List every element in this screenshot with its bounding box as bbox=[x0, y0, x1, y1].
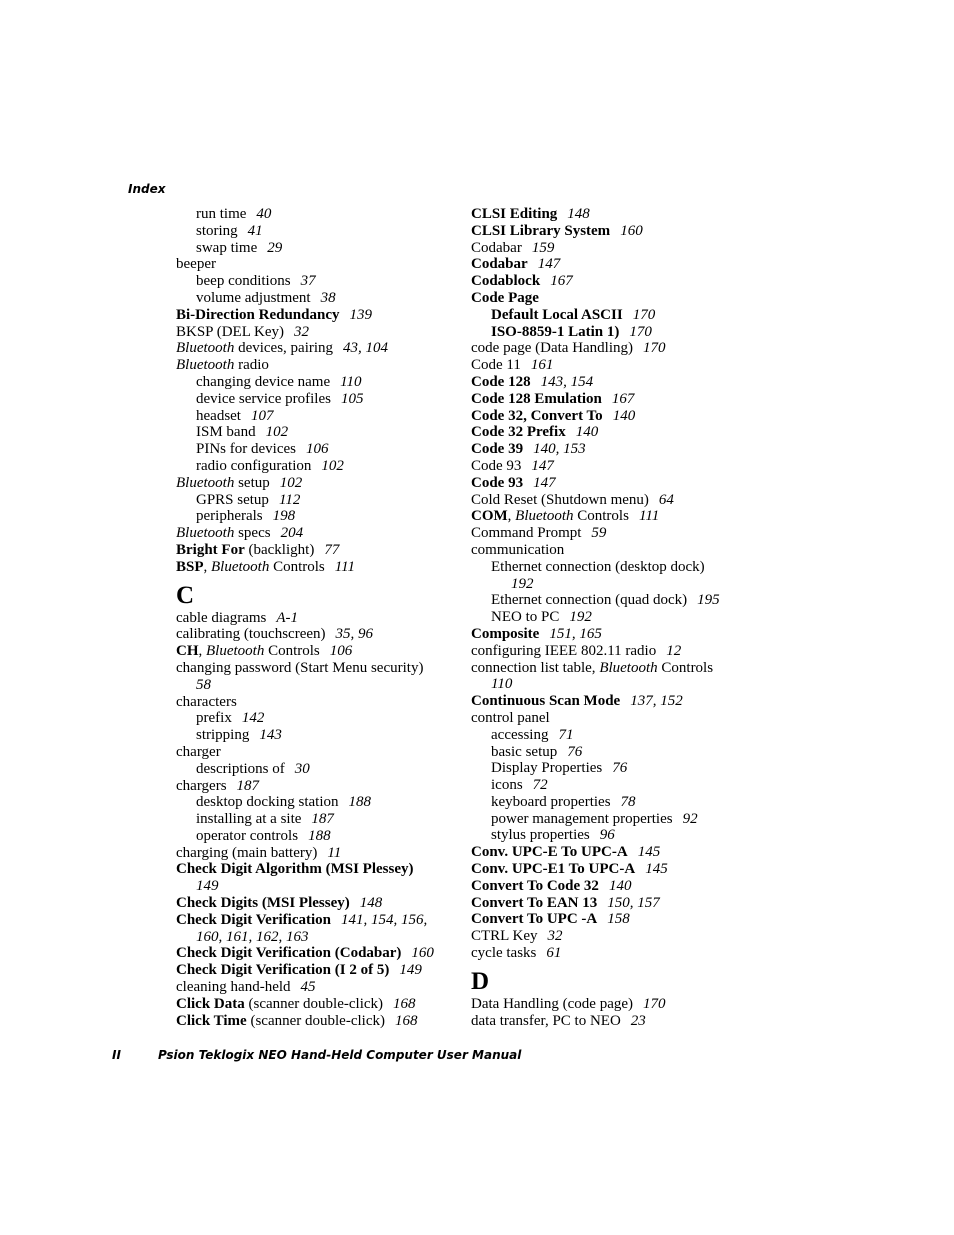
index-page-ref: 102 bbox=[321, 457, 344, 474]
index-subentry bbox=[471, 559, 741, 576]
index-term: peripherals bbox=[196, 508, 263, 525]
index-page-ref: 41 bbox=[247, 222, 263, 239]
index-page-ref: 106 bbox=[305, 441, 329, 458]
running-header: Index bbox=[128, 182, 166, 196]
index-term: storing bbox=[196, 222, 238, 239]
index-entry bbox=[471, 458, 741, 475]
index-term: calibrating (touchscreen) bbox=[176, 626, 326, 643]
index-entry bbox=[471, 273, 741, 290]
index-term: Check Digit Verification bbox=[176, 911, 331, 928]
index-term: Cold Reset (Shutdown menu) bbox=[471, 491, 649, 508]
index-page-ref: 142 bbox=[241, 710, 265, 727]
index-entry bbox=[176, 542, 446, 559]
index-term: Code Page bbox=[471, 289, 539, 306]
index-term: cleaning hand-held bbox=[176, 979, 291, 996]
index-page-ref: 45 bbox=[300, 979, 316, 996]
index-term: swap time bbox=[196, 239, 258, 256]
index-term: communication bbox=[471, 541, 565, 558]
index-page-ref: 30 bbox=[294, 760, 310, 777]
index-page-ref: 111 bbox=[334, 558, 356, 575]
index-term: volume adjustment bbox=[196, 289, 311, 306]
index-page-ref: 139 bbox=[349, 306, 372, 323]
index-entry bbox=[176, 307, 446, 324]
index-page-ref: 23 bbox=[630, 1012, 646, 1029]
index-page-ref: 137, 152 bbox=[630, 693, 683, 710]
index-entry-continuation bbox=[176, 677, 446, 694]
index-subentry bbox=[176, 458, 446, 475]
index-page-ref: 107 bbox=[250, 407, 274, 424]
index-page-ref: 168 bbox=[393, 995, 416, 1012]
index-term: Code 93 bbox=[471, 457, 522, 474]
index-page-ref: 140, 153 bbox=[533, 441, 586, 458]
index-term: Bluetooth bbox=[176, 357, 235, 374]
index-term: Code 32 Prefix bbox=[471, 424, 566, 441]
index-page-ref: 167 bbox=[550, 273, 573, 290]
index-term: Click Data bbox=[176, 995, 245, 1012]
index-term: Check Digit Verification (Codabar) bbox=[176, 945, 402, 962]
index-subentry bbox=[471, 794, 741, 811]
index-subentry bbox=[176, 492, 446, 509]
index-page-ref: 78 bbox=[620, 793, 636, 810]
index-page-ref: 43, 104 bbox=[343, 340, 389, 357]
index-entry bbox=[176, 256, 446, 273]
index-entry bbox=[176, 778, 446, 795]
index-term: chargers bbox=[176, 777, 227, 794]
index-page-ref: 32 bbox=[294, 323, 310, 340]
index-page-ref: 143, 154 bbox=[540, 373, 594, 390]
index-page-ref: 111 bbox=[638, 508, 660, 525]
index-column-left bbox=[176, 206, 446, 1029]
index-page-ref: 188 bbox=[348, 794, 371, 811]
index-entry bbox=[176, 626, 446, 643]
index-entry bbox=[471, 206, 741, 223]
index-term: Controls bbox=[573, 508, 629, 525]
index-subentry bbox=[176, 424, 446, 441]
index-entry bbox=[176, 559, 446, 576]
index-entry bbox=[176, 962, 446, 979]
index-entry bbox=[471, 844, 741, 861]
index-term: setup bbox=[234, 474, 270, 491]
index-term: cycle tasks bbox=[471, 945, 537, 962]
index-term: Convert To Code 32 bbox=[471, 877, 599, 894]
index-page-ref: 187 bbox=[311, 811, 334, 828]
index-page-ref: 168 bbox=[394, 1012, 418, 1029]
index-page-ref: 160 bbox=[620, 222, 643, 239]
index-page-ref: 77 bbox=[324, 541, 340, 558]
index-subentry bbox=[471, 777, 741, 794]
index-entry bbox=[471, 492, 741, 509]
index-entry bbox=[471, 542, 741, 559]
index-term: Code 93 bbox=[471, 474, 524, 491]
index-page-ref: 192 bbox=[511, 575, 534, 592]
index-entry bbox=[471, 391, 741, 408]
index-entry bbox=[471, 475, 741, 492]
index-subentry bbox=[176, 794, 446, 811]
index-term: Check Digits (MSI Plessey) bbox=[176, 895, 350, 912]
index-page-ref: 141, 154, 156, bbox=[341, 911, 428, 928]
index-term: Conv. UPC-E To UPC-A bbox=[471, 844, 628, 861]
index-term: GPRS setup bbox=[196, 491, 269, 508]
index-term: Bluetooth bbox=[176, 525, 235, 542]
index-entry bbox=[176, 996, 446, 1013]
index-page-ref: 145 bbox=[637, 844, 661, 861]
index-page-ref: 102 bbox=[265, 424, 289, 441]
index-page-ref: A-1 bbox=[276, 609, 299, 626]
index-term: Conv. UPC-E1 To UPC-A bbox=[471, 861, 636, 878]
index-term: Bluetooth bbox=[176, 474, 235, 491]
index-page-ref: 32 bbox=[547, 928, 563, 945]
index-term: Convert To UPC -A bbox=[471, 911, 598, 928]
index-entry bbox=[471, 643, 741, 660]
index-subentry bbox=[176, 727, 446, 744]
index-page-ref: 167 bbox=[611, 390, 635, 407]
index-subentry bbox=[471, 307, 741, 324]
index-term: headset bbox=[196, 407, 241, 424]
index-page-ref: 96 bbox=[599, 827, 615, 844]
index-term: code page (Data Handling) bbox=[471, 340, 634, 357]
index-entry bbox=[471, 996, 741, 1013]
index-entry bbox=[176, 525, 446, 542]
index-entry bbox=[471, 525, 741, 542]
index-subentry bbox=[471, 592, 741, 609]
index-term: Continuous Scan Mode bbox=[471, 693, 621, 710]
index-term: Convert To EAN 13 bbox=[471, 894, 598, 911]
index-subentry bbox=[176, 240, 446, 257]
index-entry bbox=[471, 223, 741, 240]
index-term: Ethernet connection (quad dock) bbox=[491, 592, 688, 609]
index-subentry bbox=[176, 223, 446, 240]
index-page-ref: 143 bbox=[259, 727, 282, 744]
index-entry bbox=[471, 357, 741, 374]
index-term: Default Local ASCII bbox=[491, 306, 623, 323]
index-term: radio configuration bbox=[196, 457, 312, 474]
index-entry bbox=[471, 240, 741, 257]
index-entry bbox=[471, 660, 741, 677]
index-term: Codabar bbox=[471, 256, 528, 273]
index-page-ref: 105 bbox=[340, 390, 364, 407]
index-entry bbox=[471, 878, 741, 895]
index-term: Code 128 bbox=[471, 373, 531, 390]
index-term: PINs for devices bbox=[196, 441, 296, 458]
index-term: Bi-Direction Redundancy bbox=[176, 306, 340, 323]
index-term: CH bbox=[176, 643, 199, 660]
index-term: operator controls bbox=[196, 827, 299, 844]
index-page-ref: 102 bbox=[279, 474, 303, 491]
index-term: (scanner double-click) bbox=[246, 1012, 385, 1029]
index-page-ref: 147 bbox=[537, 256, 561, 273]
index-entry bbox=[471, 693, 741, 710]
index-entry bbox=[471, 424, 741, 441]
index-entry bbox=[176, 660, 446, 677]
index-term: Codabar bbox=[471, 239, 522, 256]
manual-title: Psion Teklogix NEO Hand-Held Computer User Manual bbox=[158, 1048, 522, 1062]
index-page-ref: 192 bbox=[569, 609, 592, 626]
index-subentry bbox=[176, 391, 446, 408]
index-entry bbox=[471, 710, 741, 727]
index-term: Controls bbox=[657, 659, 714, 676]
index-entry bbox=[176, 945, 446, 962]
index-page-ref: 12 bbox=[666, 642, 682, 659]
index-term: CLSI Editing bbox=[471, 206, 558, 222]
index-page-ref: 159 bbox=[531, 239, 555, 256]
index-term: basic setup bbox=[491, 743, 558, 760]
index-page-ref: 37 bbox=[300, 273, 316, 290]
index-page-ref: 188 bbox=[308, 827, 331, 844]
index-page-ref: 195 bbox=[697, 592, 720, 609]
index-entry-continuation bbox=[471, 576, 741, 593]
index-term: CTRL Key bbox=[471, 928, 538, 945]
index-term: characters bbox=[176, 693, 237, 710]
index-page-ref: 148 bbox=[567, 206, 590, 222]
index-term: Controls bbox=[269, 558, 325, 575]
index-entry bbox=[176, 744, 446, 761]
index-page-ref: 147 bbox=[531, 457, 554, 474]
index-entry bbox=[176, 845, 446, 862]
index-term: keyboard properties bbox=[491, 793, 611, 810]
index-page-ref: 160, 161, 162, 163 bbox=[196, 928, 309, 945]
index-term: Controls bbox=[264, 643, 320, 660]
index-entry bbox=[471, 928, 741, 945]
index-page-ref: 11 bbox=[327, 844, 342, 861]
index-entry bbox=[176, 324, 446, 341]
index-page-ref: 187 bbox=[236, 777, 260, 794]
index-term: cable diagrams bbox=[176, 609, 267, 626]
index-page-ref: 204 bbox=[280, 525, 304, 542]
index-entry bbox=[176, 610, 446, 627]
index-term: stylus properties bbox=[491, 827, 590, 844]
index-subentry bbox=[176, 811, 446, 828]
index-entry bbox=[176, 912, 446, 929]
index-page-ref: 140 bbox=[575, 424, 599, 441]
index-term: Code 11 bbox=[471, 357, 521, 374]
index-term: charging (main battery) bbox=[176, 844, 318, 861]
index-term: Ethernet connection (desktop dock) bbox=[491, 558, 705, 575]
index-page-ref: 110 bbox=[340, 373, 362, 390]
index-term: control panel bbox=[471, 709, 550, 726]
index-page-ref: 149 bbox=[196, 878, 219, 895]
index-term: Click Time bbox=[176, 1012, 247, 1029]
index-term: Command Prompt bbox=[471, 525, 582, 542]
index-page-ref: 140 bbox=[608, 877, 632, 894]
index-subentry bbox=[471, 760, 741, 777]
index-page-ref: 76 bbox=[612, 760, 628, 777]
index-subentry bbox=[471, 811, 741, 828]
index-subentry bbox=[176, 374, 446, 391]
index-page-ref: 147 bbox=[533, 474, 556, 491]
index-section-letter: C bbox=[176, 581, 195, 609]
index-term: accessing bbox=[491, 726, 549, 743]
index-term: Bluetooth bbox=[206, 643, 265, 660]
index-entry bbox=[176, 1013, 446, 1030]
index-term: radio bbox=[234, 357, 269, 374]
index-page-ref: 145 bbox=[645, 861, 668, 878]
index-term: ISO-8859-1 Latin 1) bbox=[491, 323, 620, 340]
index-page-ref: 64 bbox=[658, 491, 674, 508]
index-entry bbox=[471, 861, 741, 878]
index-term: power management properties bbox=[491, 810, 673, 827]
index-page-ref: 198 bbox=[272, 508, 296, 525]
index-term: ISM band bbox=[196, 424, 256, 441]
index-entry bbox=[176, 340, 446, 357]
index-term: , bbox=[203, 558, 212, 575]
index-term: Bluetooth bbox=[599, 659, 658, 676]
index-page-ref: 72 bbox=[532, 777, 548, 794]
index-page-ref: 59 bbox=[591, 525, 607, 542]
index-entry bbox=[176, 979, 446, 996]
index-term: Bright For bbox=[176, 541, 245, 558]
index-term: device service profiles bbox=[196, 390, 331, 407]
index-entry bbox=[471, 340, 741, 357]
index-term: Composite bbox=[471, 625, 540, 642]
index-page-ref: 150, 157 bbox=[607, 894, 660, 911]
index-page-ref: 158 bbox=[607, 911, 630, 928]
index-page-ref: 61 bbox=[546, 945, 562, 962]
index-page-ref: 71 bbox=[558, 726, 574, 743]
index-entry bbox=[471, 626, 741, 643]
index-term: Check Digit Verification (I 2 of 5) bbox=[176, 962, 390, 979]
index-page-ref: 58 bbox=[196, 676, 211, 693]
index-subentry bbox=[471, 609, 741, 626]
index-page-ref: 35, 96 bbox=[335, 626, 374, 643]
index-subentry bbox=[176, 408, 446, 425]
index-entry bbox=[176, 357, 446, 374]
index-term: BSP bbox=[176, 558, 204, 575]
index-entry bbox=[176, 895, 446, 912]
index-subentry bbox=[176, 710, 446, 727]
index-subentry bbox=[471, 324, 741, 341]
index-term: installing at a site bbox=[196, 811, 302, 828]
page-number: II bbox=[112, 1048, 121, 1062]
index-page-ref: 106 bbox=[329, 643, 353, 660]
index-term: charger bbox=[176, 743, 221, 760]
index-subentry bbox=[176, 290, 446, 307]
index-term: Display Properties bbox=[491, 760, 603, 777]
index-page-ref: 170 bbox=[632, 306, 656, 323]
index-entry bbox=[471, 290, 741, 307]
index-entry bbox=[176, 643, 446, 660]
index-page-ref: 170 bbox=[629, 323, 652, 340]
index-page-ref: 76 bbox=[567, 743, 583, 760]
index-term: , bbox=[507, 508, 516, 525]
index-column-right bbox=[471, 206, 741, 1029]
index-term: data transfer, PC to NEO bbox=[471, 1012, 621, 1029]
index-entry-continuation bbox=[176, 878, 446, 895]
index-entry bbox=[176, 475, 446, 492]
index-page-ref: 161 bbox=[530, 357, 554, 374]
index-term: Bluetooth bbox=[176, 340, 235, 357]
index-section-letter: D bbox=[471, 967, 490, 995]
index-subentry bbox=[176, 441, 446, 458]
index-term: changing device name bbox=[196, 373, 331, 390]
index-page-ref: 148 bbox=[359, 895, 383, 912]
index-term: Bluetooth bbox=[515, 508, 574, 525]
index-term: Code 39 bbox=[471, 441, 524, 458]
index-term: Code 128 Emulation bbox=[471, 390, 602, 407]
index-page-ref: 140 bbox=[612, 407, 636, 424]
index-term: COM bbox=[471, 508, 508, 525]
index-term: specs bbox=[234, 525, 271, 542]
index-page-ref: 29 bbox=[267, 239, 283, 256]
index-entry bbox=[471, 374, 741, 391]
index-page-ref: 40 bbox=[256, 206, 272, 222]
index-entry-continuation bbox=[176, 929, 446, 946]
index-subentry bbox=[471, 744, 741, 761]
index-term: CLSI Library System bbox=[471, 222, 611, 239]
index-entry bbox=[471, 441, 741, 458]
index-page-ref: 151, 165 bbox=[549, 625, 602, 642]
index-term: Code 32, Convert To bbox=[471, 407, 603, 424]
index-term: beep conditions bbox=[196, 273, 291, 290]
index-subentry bbox=[176, 508, 446, 525]
index-term: icons bbox=[491, 777, 523, 794]
index-entry bbox=[471, 1013, 741, 1030]
index-term: stripping bbox=[196, 727, 250, 744]
index-term: (scanner double-click) bbox=[244, 995, 384, 1012]
index-entry bbox=[176, 861, 446, 878]
index-term: Codablock bbox=[471, 273, 541, 290]
index-entry-continuation bbox=[471, 676, 741, 693]
index-entry bbox=[176, 694, 446, 711]
index-subentry bbox=[176, 828, 446, 845]
index-page-ref: 38 bbox=[320, 289, 336, 306]
index-entry bbox=[471, 508, 741, 525]
index-term: (backlight) bbox=[244, 541, 315, 558]
index-term: Data Handling (code page) bbox=[471, 995, 634, 1012]
index-subentry bbox=[176, 273, 446, 290]
index-entry bbox=[471, 408, 741, 425]
index-term: descriptions of bbox=[196, 760, 285, 777]
index-subentry bbox=[176, 761, 446, 778]
index-term: beeper bbox=[176, 256, 216, 273]
index-page-ref: 170 bbox=[643, 995, 666, 1012]
index-term: desktop docking station bbox=[196, 794, 339, 811]
index-entry bbox=[471, 945, 741, 962]
index-subentry bbox=[176, 206, 446, 223]
index-entry bbox=[471, 911, 741, 928]
index-term: NEO to PC bbox=[491, 609, 560, 626]
index-term: run time bbox=[196, 206, 247, 222]
index-term: BKSP (DEL Key) bbox=[176, 323, 285, 340]
index-term: connection list table, bbox=[471, 659, 600, 676]
index-term: devices, pairing bbox=[234, 340, 334, 357]
index-page-ref: 92 bbox=[682, 810, 698, 827]
index-page-ref: 170 bbox=[643, 340, 666, 357]
index-page-ref: 160 bbox=[411, 945, 434, 962]
index-term: prefix bbox=[196, 710, 232, 727]
index-term: changing password (Start Menu security) bbox=[176, 659, 424, 676]
index-entry bbox=[471, 895, 741, 912]
index-page-ref: 110 bbox=[491, 676, 513, 693]
index-term: Check Digit Algorithm (MSI Plessey) bbox=[176, 861, 414, 878]
index-term: Bluetooth bbox=[211, 558, 270, 575]
index-page-ref: 112 bbox=[278, 491, 301, 508]
index-subentry bbox=[471, 727, 741, 744]
index-entry bbox=[471, 256, 741, 273]
index-term: , bbox=[198, 643, 206, 660]
index-subentry bbox=[471, 827, 741, 844]
index-page-ref: 149 bbox=[399, 962, 422, 979]
index-term: configuring IEEE 802.11 radio bbox=[471, 642, 657, 659]
